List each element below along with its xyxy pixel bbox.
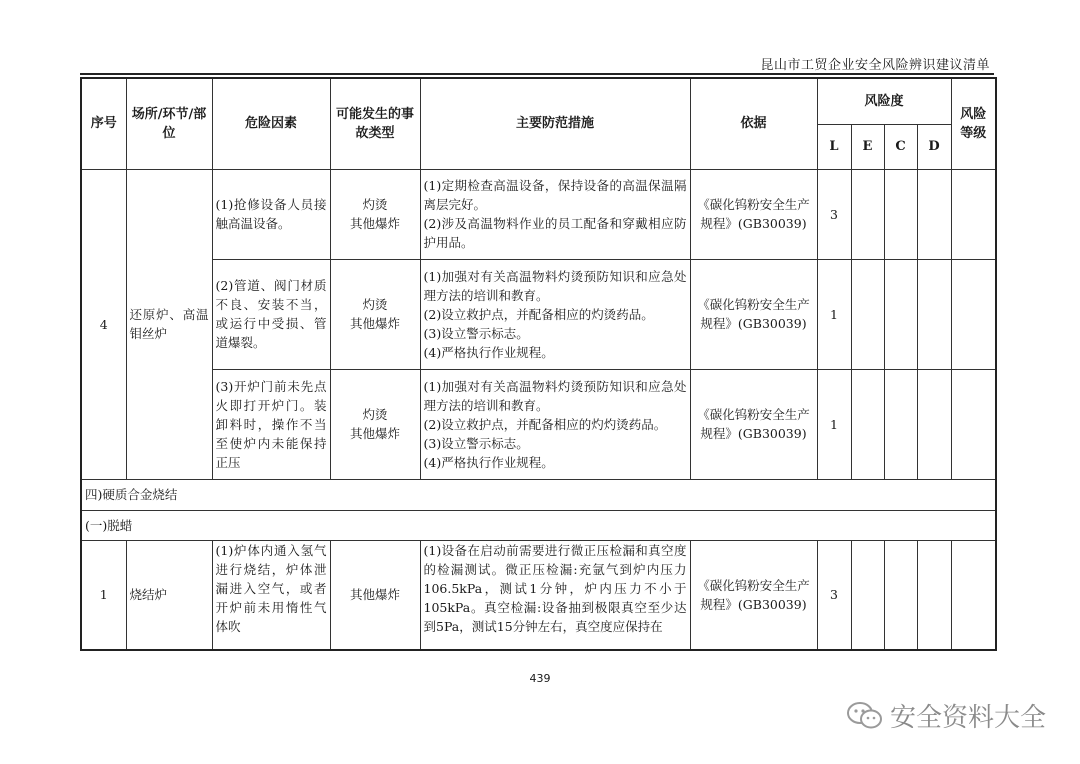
- page-number: 439: [529, 672, 551, 685]
- accident-line: 其他爆炸: [349, 216, 400, 231]
- hazard-cell: [212, 540, 330, 650]
- C-value: [884, 540, 917, 650]
- risk-level-value: [951, 259, 996, 369]
- header-L: L: [817, 124, 851, 169]
- accident-line: 灼烫: [362, 197, 388, 212]
- D-value: [917, 540, 951, 650]
- seq-cell: 4: [81, 169, 126, 479]
- document-title: 昆山市工贸企业安全风险辨识建议清单: [760, 58, 990, 73]
- hazard-cell: (3)开炉门前未先点火即打开炉门。装卸料时，操作不当至使炉内未能保持正压: [212, 369, 330, 479]
- header-D: D: [917, 124, 951, 169]
- accident-line: 其他爆炸: [349, 316, 400, 331]
- basis-cell: 《碳化钨粉安全生产规程》(GB30039): [690, 540, 817, 650]
- seq-cell: 1: [81, 540, 126, 650]
- measure-line: (4)严格执行作业规程。: [423, 454, 554, 470]
- watermark: [846, 697, 1046, 734]
- measure-line: (1)加强对有关高温物料灼烫预防知识和应急处理方法的培训和教育。: [423, 268, 687, 303]
- C-value: [884, 259, 917, 369]
- header-basis: 依据: [690, 78, 817, 169]
- measures-cell: [420, 169, 690, 259]
- measure-line: (1)定期检查高温设备，保持设备的高温保温隔离层完好。: [423, 178, 687, 212]
- basis-cell: 《碳化钨粉安全生产规程》(GB30039): [690, 169, 817, 259]
- hazard-cell: (2)管道、阀门材质不良、安装不当，或运行中受损、管道爆裂。: [212, 259, 330, 369]
- header-seq: 序号: [81, 78, 126, 169]
- measures-cell: [420, 369, 690, 479]
- risk-level-value: [951, 169, 996, 259]
- section-row: [81, 479, 996, 510]
- L-value: 1: [817, 259, 851, 369]
- measure-line: (2)涉及高温物料作业的员工配备和穿戴相应防护用品。: [423, 216, 687, 250]
- location-cell: 还原炉、高温钼丝炉: [126, 169, 212, 479]
- header-rule: [80, 73, 994, 75]
- table-row: [81, 540, 996, 650]
- basis-cell: 《碳化钨粉安全生产规程》(GB30039): [690, 259, 817, 369]
- header-C: C: [884, 124, 917, 169]
- measures-cell: [420, 259, 690, 369]
- D-value: [917, 169, 951, 259]
- table-row: [81, 259, 996, 369]
- hazard-text: (1)炉体内通入氢气进行烧结，炉体泄漏进入空气，或者开炉前未用惰性气体吹: [215, 542, 327, 634]
- measure-line: (3)设立警示标志。: [423, 325, 529, 341]
- header-risk-degree: 风险度: [817, 78, 951, 124]
- table-row: [81, 169, 996, 259]
- header-E: E: [851, 124, 884, 169]
- risk-level-value: [951, 369, 996, 479]
- E-value: [851, 259, 884, 369]
- L-value: 3: [817, 540, 851, 650]
- accident-line: 灼烫: [362, 407, 388, 422]
- section-row: [81, 510, 996, 540]
- accident-line: 其他爆炸: [349, 426, 400, 441]
- location-cell: 烧结炉: [126, 540, 212, 650]
- section-subheading: (一)脱蜡: [81, 510, 996, 540]
- header-row-1: [81, 78, 996, 124]
- C-value: [884, 369, 917, 479]
- measure-line: (1)设备在启动前需要进行微正压检漏和真空度的检漏测试。微正压检漏:充氩气到炉内压力106.5kPa，测试1分钟，炉内压力不小于105kPa。真空检漏:设备抽到极限真空至少达到5Pa，测试15分钟左右，真空度应保持在: [423, 542, 687, 634]
- wechat-icon: [846, 701, 884, 731]
- accident-cell: 其他爆炸: [330, 540, 420, 650]
- header-measures: 主要防范措施: [420, 78, 690, 169]
- section-heading: 四)硬质合金烧结: [81, 479, 996, 510]
- watermark-text: 安全资料大全: [889, 703, 1046, 733]
- risk-table: [80, 77, 997, 651]
- L-value: 3: [817, 169, 851, 259]
- measure-line: (2)设立救护点，并配备相应的灼灼烫药品。: [423, 416, 667, 432]
- E-value: [851, 169, 884, 259]
- basis-cell: 《碳化钨粉安全生产规程》(GB30039): [690, 369, 817, 479]
- risk-level-value: [951, 540, 996, 650]
- hazard-cell: (1)抢修设备人员接触高温设备。: [212, 169, 330, 259]
- C-value: [884, 169, 917, 259]
- accident-line: 灼烫: [362, 297, 388, 312]
- accident-cell: [330, 369, 420, 479]
- header-risk-level: 风险等级: [951, 78, 996, 169]
- D-value: [917, 369, 951, 479]
- measure-line: (3)设立警示标志。: [423, 435, 529, 451]
- measures-cell: [420, 540, 690, 650]
- header-hazard: 危险因素: [212, 78, 330, 169]
- table-row: [81, 369, 996, 479]
- measure-line: (1)加强对有关高温物料灼烫预防知识和应急处理方法的培训和教育。: [423, 378, 687, 413]
- header-location: 场所/环节/部位: [126, 78, 212, 169]
- accident-cell: [330, 259, 420, 369]
- measure-line: (4)严格执行作业规程。: [423, 344, 554, 360]
- E-value: [851, 540, 884, 650]
- L-value: 1: [817, 369, 851, 479]
- measure-line: (2)设立救护点，并配备相应的灼烫药品。: [423, 306, 654, 322]
- accident-cell: [330, 169, 420, 259]
- E-value: [851, 369, 884, 479]
- header-accident-type: 可能发生的事故类型: [330, 78, 420, 169]
- D-value: [917, 259, 951, 369]
